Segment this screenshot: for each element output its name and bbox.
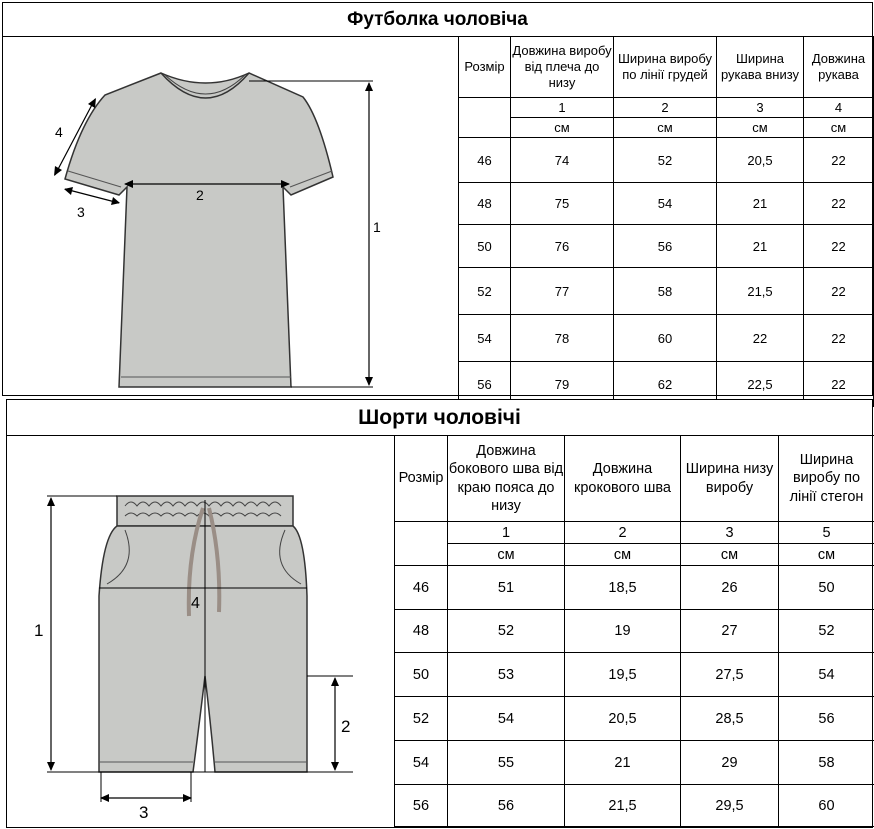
tshirt-dim-3-label: 3 <box>77 204 85 220</box>
table-row: 56 56 21,5 29,5 60 <box>395 785 874 827</box>
shorts-diagram <box>7 436 392 828</box>
tshirt-header-size: Розмір <box>459 37 511 98</box>
shorts-dim-2-label: 2 <box>341 717 351 736</box>
tshirt-header-length: Довжина виробу від плеча до низу <box>511 37 614 98</box>
shorts-size-table <box>394 435 874 827</box>
tshirt-dim-1-label: 1 <box>373 219 381 235</box>
table-row: 56 79 62 22,5 22 <box>459 362 874 407</box>
tshirt-dim-2-label: 2 <box>196 187 204 203</box>
tshirt-panel <box>2 2 873 396</box>
table-row: 48 75 54 21 22 <box>459 183 874 225</box>
tshirt-header-row <box>459 37 874 98</box>
shorts-panel <box>6 399 873 828</box>
shorts-header-hem-width: Ширина низу виробу <box>681 436 779 522</box>
table-row: 52 54 20,5 28,5 56 <box>395 697 874 741</box>
shorts-units-row: см см см см <box>395 544 874 566</box>
tshirt-size-table <box>458 36 874 407</box>
shorts-title: Шорти чоловічі <box>358 406 521 429</box>
shorts-header-row <box>395 436 874 522</box>
table-row: 54 55 21 29 58 <box>395 741 874 785</box>
table-row: 50 76 56 21 22 <box>459 225 874 268</box>
tshirt-diagram <box>3 37 453 393</box>
shorts-shape <box>99 526 307 772</box>
table-row: 50 53 19,5 27,5 54 <box>395 653 874 697</box>
tshirt-title: Футболка чоловіча <box>347 9 528 30</box>
table-row: 52 77 58 21,5 22 <box>459 268 874 315</box>
tshirt-dim-4-label: 4 <box>55 124 63 140</box>
shorts-numbers-row: 1 2 3 5 <box>395 522 874 544</box>
table-row: 46 74 52 20,5 22 <box>459 138 874 183</box>
tshirt-numbers-row: 1 2 3 4 <box>459 98 874 118</box>
tshirt-header-sleeve-width: Ширина рукава внизу <box>717 37 804 98</box>
tshirt-header-sleeve-length: Довжина рукава <box>804 37 874 98</box>
table-row: 48 52 19 27 52 <box>395 610 874 653</box>
shorts-header-inseam: Довжина крокового шва <box>565 436 681 522</box>
tshirt-header-chest: Ширина виробу по лінії грудей <box>614 37 717 98</box>
shorts-header-side-seam: Довжина бокового шва від краю пояса до низу <box>448 436 565 522</box>
shorts-header-hip-width: Ширина виробу по лінії стегон <box>779 436 874 522</box>
tshirt-shape <box>65 73 333 387</box>
shorts-dim-4-label: 4 <box>191 595 200 612</box>
tshirt-units-row: см см см см <box>459 118 874 138</box>
shorts-header-size: Розмір <box>395 436 448 522</box>
table-row: 46 51 18,5 26 50 <box>395 566 874 610</box>
shorts-dim-1-label: 1 <box>34 621 44 640</box>
table-row: 54 78 60 22 22 <box>459 315 874 362</box>
shorts-dim-3-label: 3 <box>139 803 149 822</box>
